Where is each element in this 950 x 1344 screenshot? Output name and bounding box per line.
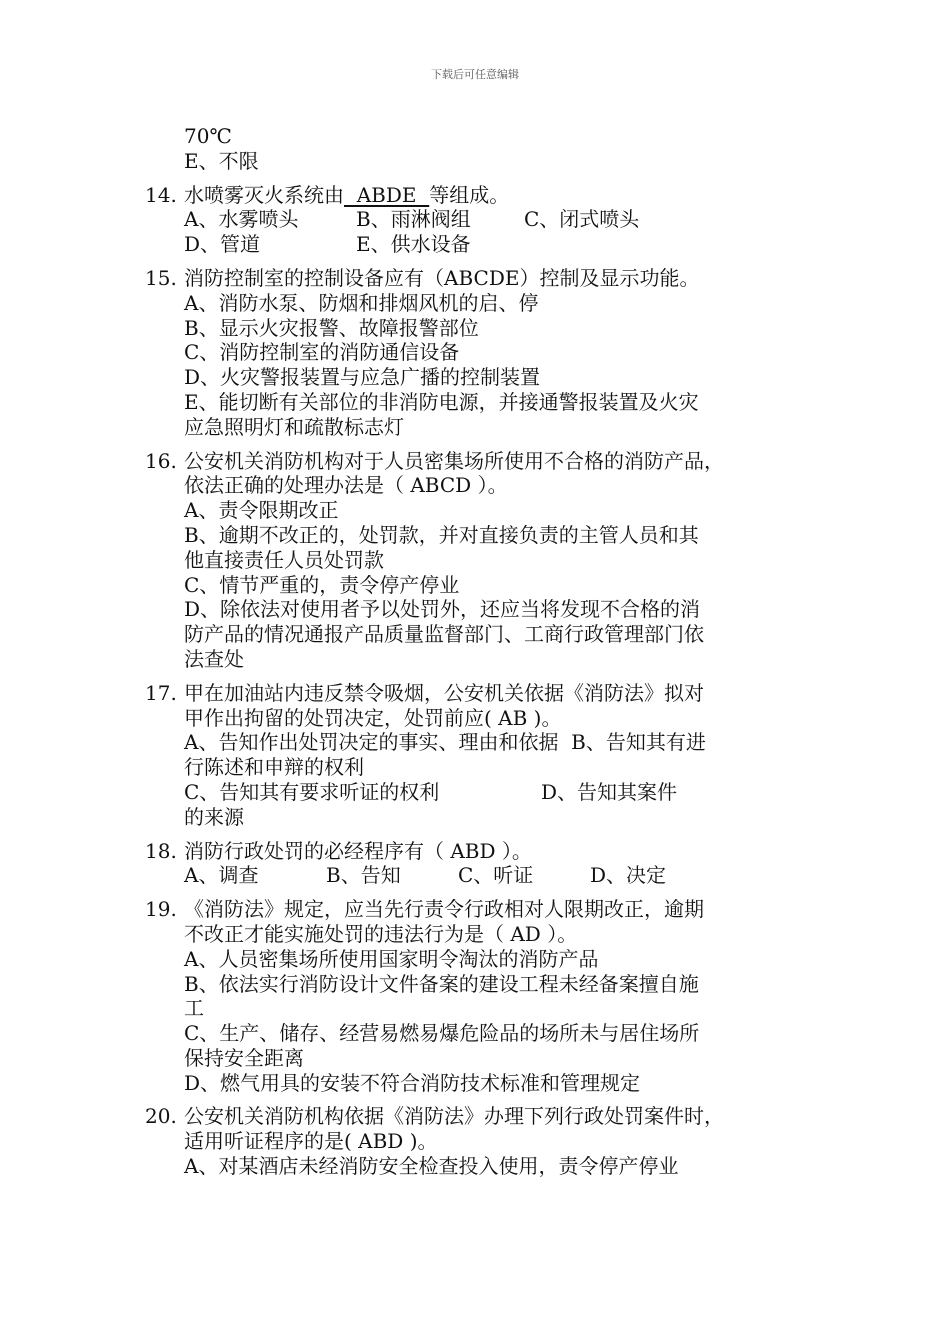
text-line: 的来源 (184, 804, 244, 829)
question-number: 18. (145, 838, 177, 863)
text-line: A、人员密集场所使用国家明令淘汰的消防产品 (184, 946, 599, 971)
question-number: 20. (145, 1104, 177, 1129)
text-line: 适用听证程序的是( ABD )。 (184, 1129, 438, 1154)
question-number: 14. (145, 182, 177, 207)
text-line: 防产品的情况通报产品质量监督部门、工商行政管理部门依 (184, 622, 704, 647)
option-line: C、消防控制室的消防通信设备 (184, 340, 460, 365)
options-row (184, 863, 825, 888)
text-line: A、对某酒店未经消防安全检查投入使用，责令停产停业 (184, 1154, 679, 1179)
option-c: C、听证 (458, 863, 534, 888)
option-line: 应急照明灯和疏散标志灯 (184, 414, 404, 439)
answer-blank: ABDE (344, 182, 430, 207)
text-line: 甲作出拘留的处罚决定，处罚前应( AB )。 (184, 705, 562, 730)
carry-line: E、不限 (184, 148, 259, 173)
text-line: 保持安全距离 (184, 1045, 304, 1070)
option-line: D、火灾警报装置与应急广播的控制装置 (184, 365, 541, 390)
text-line: 公安机关消防机构依据《消防法》办理下列行政处罚案件时， (184, 1104, 724, 1129)
option-line: B、显示火灾报警、故障报警部位 (184, 315, 479, 340)
text-line: 甲在加油站内违反禁令吸烟，公安机关依据《消防法》拟对 (184, 680, 704, 705)
stem-text: 水喷雾灭火系统由 (184, 182, 344, 207)
question-stem (184, 183, 825, 208)
option-e: E、供水设备 (356, 232, 471, 257)
option-b: B、雨淋阀组 (356, 207, 471, 232)
question-14 (145, 183, 825, 257)
option-a: A、调查 (184, 863, 259, 888)
carry-line: 70℃ (184, 124, 232, 148)
text-line: D、燃气用具的安装不符合消防技术标准和管理规定 (184, 1070, 641, 1095)
text-line: 《消防法》规定，应当先行责令行政相对人限期改正，逾期 (184, 897, 704, 922)
option-line: E、能切断有关部位的非消防电源，并接通警报装置及火灾 (184, 389, 699, 414)
text-line: A、告知作出处罚决定的事实、理由和依据 B、告知其有进 (184, 730, 706, 755)
option-a: A、水雾喷头 (184, 207, 299, 232)
question-number: 16. (145, 448, 177, 473)
document-body (145, 124, 825, 1179)
text-line: C、情节严重的，责令停产停业 (184, 572, 460, 597)
text-line: B、依法实行消防设计文件备案的建设工程未经备案擅自施 (184, 971, 699, 996)
question-17 (145, 681, 825, 830)
question-number: 19. (145, 897, 177, 922)
options-row (184, 207, 825, 232)
question-16 (145, 449, 825, 672)
text-line: 工 (184, 996, 204, 1021)
option-line: A、消防水泵、防烟和排烟风机的启、停 (184, 290, 539, 315)
question-stem: 消防控制室的控制设备应有（ABCDE）控制及显示功能。 (184, 265, 700, 290)
text-line: B、逾期不改正的，处罚款，并对直接负责的主管人员和其 (184, 522, 699, 547)
text-line: 他直接责任人员处罚款 (184, 547, 384, 572)
question-number: 15. (145, 265, 177, 290)
text-line: C、告知其有要求听证的权利 D、告知其案件 (184, 779, 678, 804)
question-15 (145, 266, 825, 440)
text-line: 行陈述和申辩的权利 (184, 755, 364, 780)
option-d: D、管道 (184, 232, 261, 257)
text-line: A、责令限期改正 (184, 498, 339, 523)
text-line: 公安机关消防机构对于人员密集场所使用不合格的消防产品， (184, 448, 724, 473)
option-d: D、决定 (590, 863, 667, 888)
question-20 (145, 1104, 825, 1178)
question-stem: 消防行政处罚的必经程序有（ ABD ）。 (184, 838, 532, 863)
option-b: B、告知 (326, 863, 401, 888)
question-number: 17. (145, 680, 177, 705)
question-19 (145, 897, 825, 1095)
text-line: D、除依法对使用者予以处罚外，还应当将发现不合格的消 (184, 597, 701, 622)
text-line: 不改正才能实施处罚的违法行为是（ AD ）。 (184, 921, 578, 946)
question-18 (145, 839, 825, 889)
text-line: 法查处 (184, 646, 244, 671)
page-header: 下载后可任意编辑 (431, 68, 519, 81)
option-c: C、闭式喷头 (524, 207, 640, 232)
stem-text: 等组成。 (429, 182, 510, 207)
options-row (184, 232, 825, 257)
text-line: 依法正确的处理办法是（ ABCD ）。 (184, 473, 508, 498)
text-line: C、生产、储存、经营易燃易爆危险品的场所未与居住场所 (184, 1021, 700, 1046)
